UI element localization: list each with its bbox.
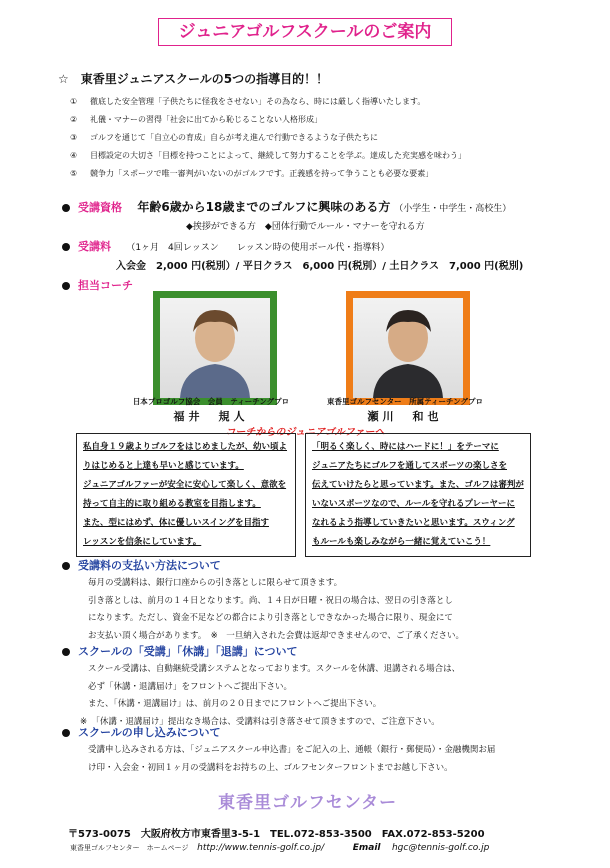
person-icon: [353, 298, 463, 398]
goal-text: 礼儀・マナーの習得「社会に出てから恥じることない人格形成」: [90, 115, 322, 124]
goal-number: ①: [70, 97, 78, 106]
goals-heading: ☆ 東香里ジュニアスクールの5つの指導目的！！: [58, 72, 329, 86]
coach-title: 東香里ゴルフセンター 所属ティーチングプロ: [327, 397, 483, 406]
payment-label: 受講料の支払い方法について: [78, 559, 221, 572]
email-label: Email: [352, 843, 381, 853]
apply-section: [62, 724, 221, 740]
text-line: スクール受講は、自動継続受講システムとなっております。スクールを休講、退講される場合は、: [88, 664, 461, 674]
homepage-label: 東香里ゴルフセンター ホームページ: [70, 844, 189, 852]
goal-item: [70, 168, 433, 179]
message-heading: コーチからのジュニアゴルファーへ: [225, 427, 385, 438]
goal-text: 競争力「スポーツで唯一審判がいないのがゴルフです。正義感を持って争うことも必要な要素」: [90, 169, 434, 178]
coach-title: 日本プロゴルフ協会 会員 ティーチングプロ: [132, 397, 290, 406]
bullet-icon: [62, 243, 70, 251]
email-link[interactable]: hgc@tennis-golf.co.jp: [391, 843, 490, 853]
leave-text: [80, 661, 461, 731]
person-icon: [160, 298, 270, 398]
fees-label: 受講料: [78, 240, 111, 253]
apply-text: [88, 742, 495, 777]
footer-links: [70, 843, 489, 853]
message-line: なれるよう指導していきたいと思います。スウィング: [312, 518, 515, 528]
page-title: ジュニアゴルフスクールのご案内: [158, 18, 452, 46]
fees-section: [62, 238, 389, 254]
goal-item: [70, 114, 322, 125]
goal-text: 目標設定の大切さ「目標を持つことによって、継続して努力することを学ぶ。達成した充実感を味わう」: [90, 151, 466, 160]
coach-message: [76, 433, 296, 557]
coach-name: 瀬川 和也: [367, 410, 443, 423]
goal-number: ④: [70, 151, 78, 160]
text-line: また、「休講・退講届け」は、前月の２０日までにフロントへご提出下さい。: [88, 699, 382, 709]
payment-text: [88, 575, 464, 645]
goal-text: 徹底した安全管理「子供たちに怪我をさせない」その為なら、時には厳しく指導いたします。: [90, 97, 426, 106]
payment-section: [62, 557, 221, 573]
message-line: 伝えていけたらと思っています。また、ゴルフは審判が: [312, 480, 524, 490]
leave-section: [62, 643, 298, 659]
message-line: レッスンを信条にしています。: [83, 537, 202, 547]
fees-note: （1ヶ月 4回レッスン レッスン時の使用ボール代・指導料）: [126, 243, 390, 253]
message-line: 持って自主的に取り組める教室を目指します。: [83, 499, 261, 509]
text-line: になります。ただし、資金不足などの都合により引き落としできなかった場合に限り、現金にて: [88, 613, 453, 623]
bullet-icon: [62, 729, 70, 737]
text-line: ※ 「休講・退講届け」提出なき場合は、受講料は引き落させて頂きますので、ご注意下さい。: [80, 716, 440, 727]
homepage-link[interactable]: http://www.tennis-golf.co.jp/: [197, 843, 325, 853]
message-line: 私自身１９歳よりゴルフをはじめましたが、幼い頃よ: [83, 442, 288, 452]
message-line: いないスポーツなので、ルールを守れるプレーヤーに: [312, 499, 515, 509]
coaches-section: [62, 277, 133, 293]
leave-label: スクールの「受講」「休講」「退講」について: [78, 645, 298, 658]
footer-logo: 東香里ゴルフセンター: [218, 793, 398, 813]
text-line: お支払い頂く場合があります。 ※ 一旦納入された会費は返却できませんので、ご了承ください。: [88, 630, 465, 641]
message-line: また、型にはめず、体に優しいスイングを目指す: [83, 518, 269, 528]
footer-address: 〒573-0075 大阪府枚方市東香里3-5-1 TEL.072-853-3500 FAX.072-853-5200: [68, 829, 485, 840]
goal-number: ⑤: [70, 169, 78, 178]
message-line: もルールも楽しみながら一緒に覚えていこう！: [312, 537, 491, 547]
bullet-icon: [62, 282, 70, 290]
eligibility-label: 受講資格: [78, 201, 122, 214]
text-line: 必ず「休講・退講届け」をフロントへご提出下さい。: [88, 681, 293, 692]
eligibility-bullets: ◆挨拶ができる方 ◆団体行動でルール・マナーを守れる方: [186, 222, 425, 232]
eligibility-section: [62, 198, 511, 215]
apply-label: スクールの申し込みについて: [78, 726, 221, 739]
goal-item: [70, 132, 378, 143]
eligibility-text: 年齢6歳から18歳までのゴルフに興味のある方: [137, 200, 391, 214]
coach-message: [305, 433, 531, 557]
bullet-icon: [62, 204, 70, 212]
eligibility-note: （小学生・中学生・高校生）: [394, 204, 512, 214]
text-line: 受講申し込みされる方は、「ジュニアスクール申込書」をご記入の上、通帳（銀行・郵便局）・金融機関お届: [88, 745, 496, 755]
message-line: ジュニアたちにゴルフを通してスポーツの楽しさを: [312, 461, 507, 471]
coach-photo: [346, 291, 470, 405]
fees-line: 入会金 2,000 円(税別）/ 平日クラス 6,000 円(税別）/ 土日クラス 7,000 円(税別): [116, 261, 524, 272]
bullet-icon: [62, 648, 70, 656]
text-line: 毎月の受講料は、銀行口座からの引き落としに限らせて頂きます。: [88, 578, 343, 588]
goal-item: [70, 150, 466, 161]
goal-item: [70, 96, 425, 107]
text-line: 引き落としは、前月の１４日となります。尚、１４日が日曜・祝日の場合は、翌日の引き落とし: [88, 595, 453, 606]
coaches-label: 担当コーチ: [78, 279, 133, 292]
message-line: りはじめると上達も早いと感じています。: [83, 461, 244, 471]
goal-number: ③: [70, 133, 78, 142]
message-line: 「明るく楽しく、時にはハードに！」をテーマに: [312, 442, 499, 452]
goal-number: ②: [70, 115, 78, 124]
coach-photo: [153, 291, 277, 405]
goal-text: ゴルフを通じて「自立心の育成」自らが考え進んで行動できるような子供たちに: [90, 133, 378, 142]
coach-name: 福井 規人: [173, 410, 249, 423]
message-line: ジュニアゴルファーが安全に安心して楽しく、意欲を: [83, 480, 287, 490]
bullet-icon: [62, 562, 70, 570]
text-line: け印・入会金・初回１ヶ月の受講料をお持ちの上、ゴルフセンターフロントまでお越し下さい。: [88, 762, 453, 773]
